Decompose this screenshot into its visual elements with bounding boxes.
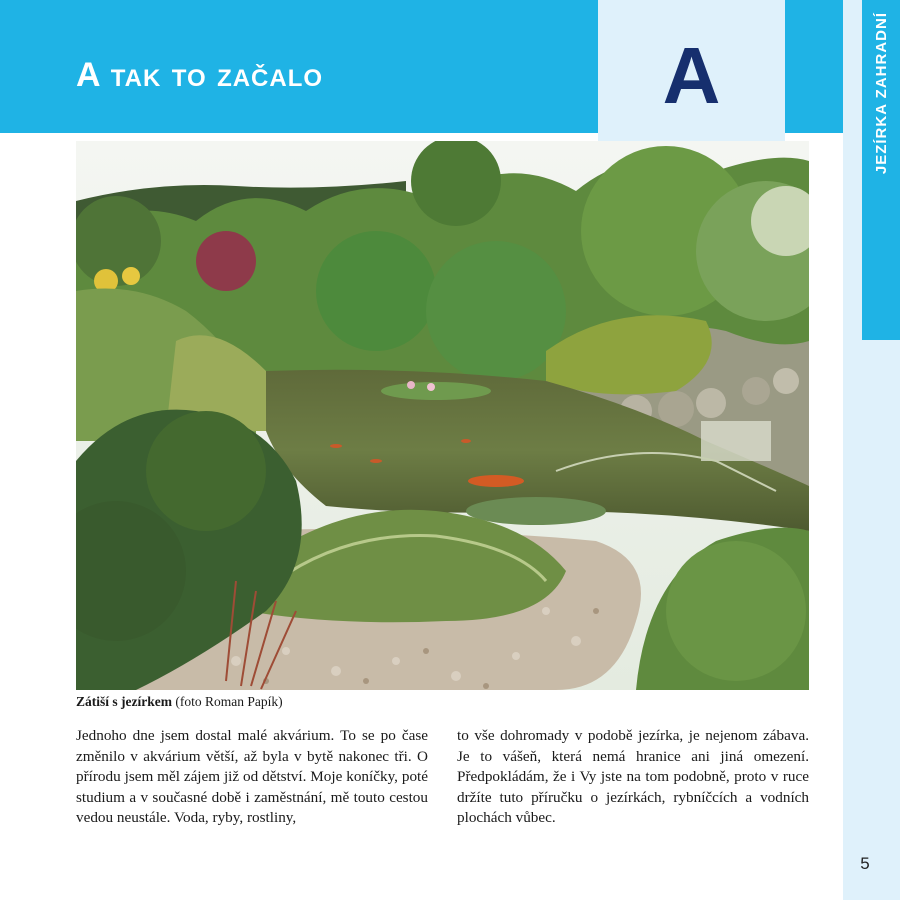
photo-caption xyxy=(76,694,283,710)
section-tab-label: JEZÍRKA ZAHRADNÍ xyxy=(872,12,890,175)
page-number: 5 xyxy=(860,854,870,873)
caption-credit: (foto Roman Papík) xyxy=(175,694,283,709)
garden-pond-photo xyxy=(76,141,809,690)
chapter-letter-tile xyxy=(598,0,785,142)
body-text-right: to vše dohromady v podobě jezírka, je nejenom zábava. Je to vášeň, která nemá hranice ani jiná omezení. Předpokládám, že i Vy jste na tom podobně, proto v ruce držíte tuto příručku o jezírkách, rybníčcích a vodních plochách vůbec. xyxy=(457,727,809,826)
section-tab xyxy=(862,0,900,340)
pond-illustration xyxy=(76,141,809,690)
caption-title: Zátiší s jezírkem xyxy=(76,694,172,709)
chapter-title: A tak to začalo xyxy=(76,56,324,94)
chapter-letter: A xyxy=(662,31,721,120)
body-text-left: Jednoho dne jsem dostal malé akvárium. To se po čase změnilo v akvárium větší, až byla v bytě nakonec tři. O přírodu jsem měl zájem již od dětství. Moje koníčky, poté studium a v současné době i zaměstnání, mě touto cestou vedou neustále. Voda, ryby, rostliny, xyxy=(76,727,428,826)
